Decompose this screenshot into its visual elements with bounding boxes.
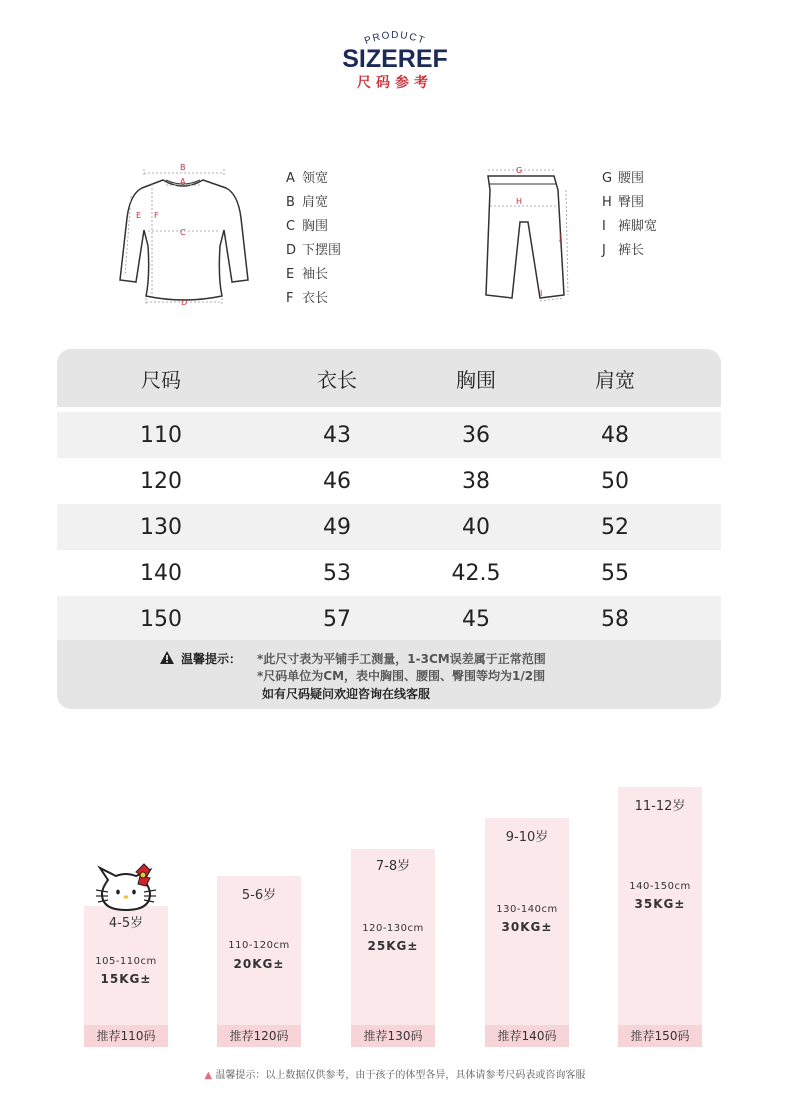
age-size-chart bbox=[0, 760, 790, 1101]
legend-item: D 下摆围 bbox=[286, 243, 342, 258]
table-row: 120 46 38 50 bbox=[140, 468, 629, 494]
pants-legend bbox=[602, 167, 657, 263]
age-bar-9-10: 9-10岁 130-140cm 30KG± 推荐140码 bbox=[485, 818, 569, 1047]
header-chest: 胸围 bbox=[456, 367, 496, 392]
age-bar-4-5: 4-5岁 105-110cm 15KG± 推荐110码 bbox=[84, 906, 168, 1047]
brand-logo bbox=[0, 22, 790, 93]
legend-item: C 胸围 bbox=[286, 219, 329, 234]
note-line-1: *此尺寸表为平铺手工测量，1-3CM误差属于正常范围 bbox=[257, 652, 546, 666]
diagram-label-h: H bbox=[516, 197, 523, 206]
diagram-label-f: F bbox=[154, 211, 159, 220]
diagram-label-d: D bbox=[181, 298, 188, 307]
warning-icon bbox=[160, 651, 174, 664]
diagram-label-a: A bbox=[180, 177, 186, 186]
top-legend bbox=[286, 167, 341, 311]
table-note bbox=[57, 640, 721, 709]
legend-item: A 领宽 bbox=[286, 171, 329, 186]
legend-item: I 裤脚宽 bbox=[602, 219, 658, 234]
legend-item: E 袖长 bbox=[286, 267, 329, 282]
pants-diagram bbox=[476, 160, 576, 305]
legend-item: F 衣长 bbox=[286, 291, 329, 306]
age-bar-7-8: 7-8岁 120-130cm 25KG± 推荐130码 bbox=[351, 849, 435, 1047]
recommend-label: 推荐150码 bbox=[618, 1025, 702, 1047]
note-line-2: *尺码单位为CM，表中胸围、腰围、臀围等均为1/2围 bbox=[257, 669, 546, 683]
diagram-label-e: E bbox=[136, 211, 142, 220]
logo-title: SIZEREF bbox=[342, 45, 448, 73]
table-row: 130 49 40 52 bbox=[57, 504, 721, 550]
diagram-label-i: I bbox=[540, 289, 543, 298]
logo-subtitle: 尺码参考 bbox=[357, 75, 433, 91]
header-shoulder: 肩宽 bbox=[595, 367, 635, 392]
legend-item: H 臀围 bbox=[602, 195, 645, 210]
recommend-label: 推荐120码 bbox=[217, 1025, 301, 1047]
recommend-label: 推荐110码 bbox=[84, 1025, 168, 1047]
table-header-row bbox=[57, 349, 721, 407]
footnote-text: 温馨提示：以上数据仅供参考，由于孩子的体型各异，具体请参考尺码表或咨询客服 bbox=[215, 1070, 586, 1081]
recommend-label: 推荐140码 bbox=[485, 1025, 569, 1047]
top-garment-diagram bbox=[108, 158, 258, 308]
header-length: 衣长 bbox=[317, 367, 357, 392]
age-bar-11-12: 11-12岁 140-150cm 35KG± 推荐150码 bbox=[618, 787, 702, 1047]
note-label: 温馨提示： bbox=[181, 652, 242, 666]
diagram-label-b: B bbox=[180, 163, 186, 172]
diagram-label-j: J bbox=[559, 233, 562, 242]
recommend-label: 推荐130码 bbox=[351, 1025, 435, 1047]
legend-item: G 腰围 bbox=[602, 171, 645, 186]
table-row: 150 57 45 58 bbox=[57, 596, 721, 642]
diagram-label-g: G bbox=[516, 166, 523, 175]
cat-mascot-icon bbox=[92, 858, 160, 912]
header-size: 尺码 bbox=[141, 367, 181, 392]
svg-text:PRODUCT: PRODUCT bbox=[363, 29, 427, 48]
diagram-label-c: C bbox=[180, 228, 186, 237]
table-row: 110 43 36 48 bbox=[57, 412, 721, 458]
age-bar-5-6: 5-6岁 110-120cm 20KG± 推荐120码 bbox=[217, 876, 301, 1047]
footnote bbox=[0, 1066, 790, 1081]
size-table bbox=[57, 349, 721, 709]
triangle-icon: ▲ bbox=[204, 1070, 213, 1081]
table-row: 140 53 42.5 55 bbox=[140, 560, 629, 586]
note-line-3: 如有尺码疑问欢迎咨询在线客服 bbox=[262, 687, 431, 701]
legend-item: J 裤长 bbox=[602, 243, 645, 258]
legend-item: B 肩宽 bbox=[286, 195, 329, 210]
